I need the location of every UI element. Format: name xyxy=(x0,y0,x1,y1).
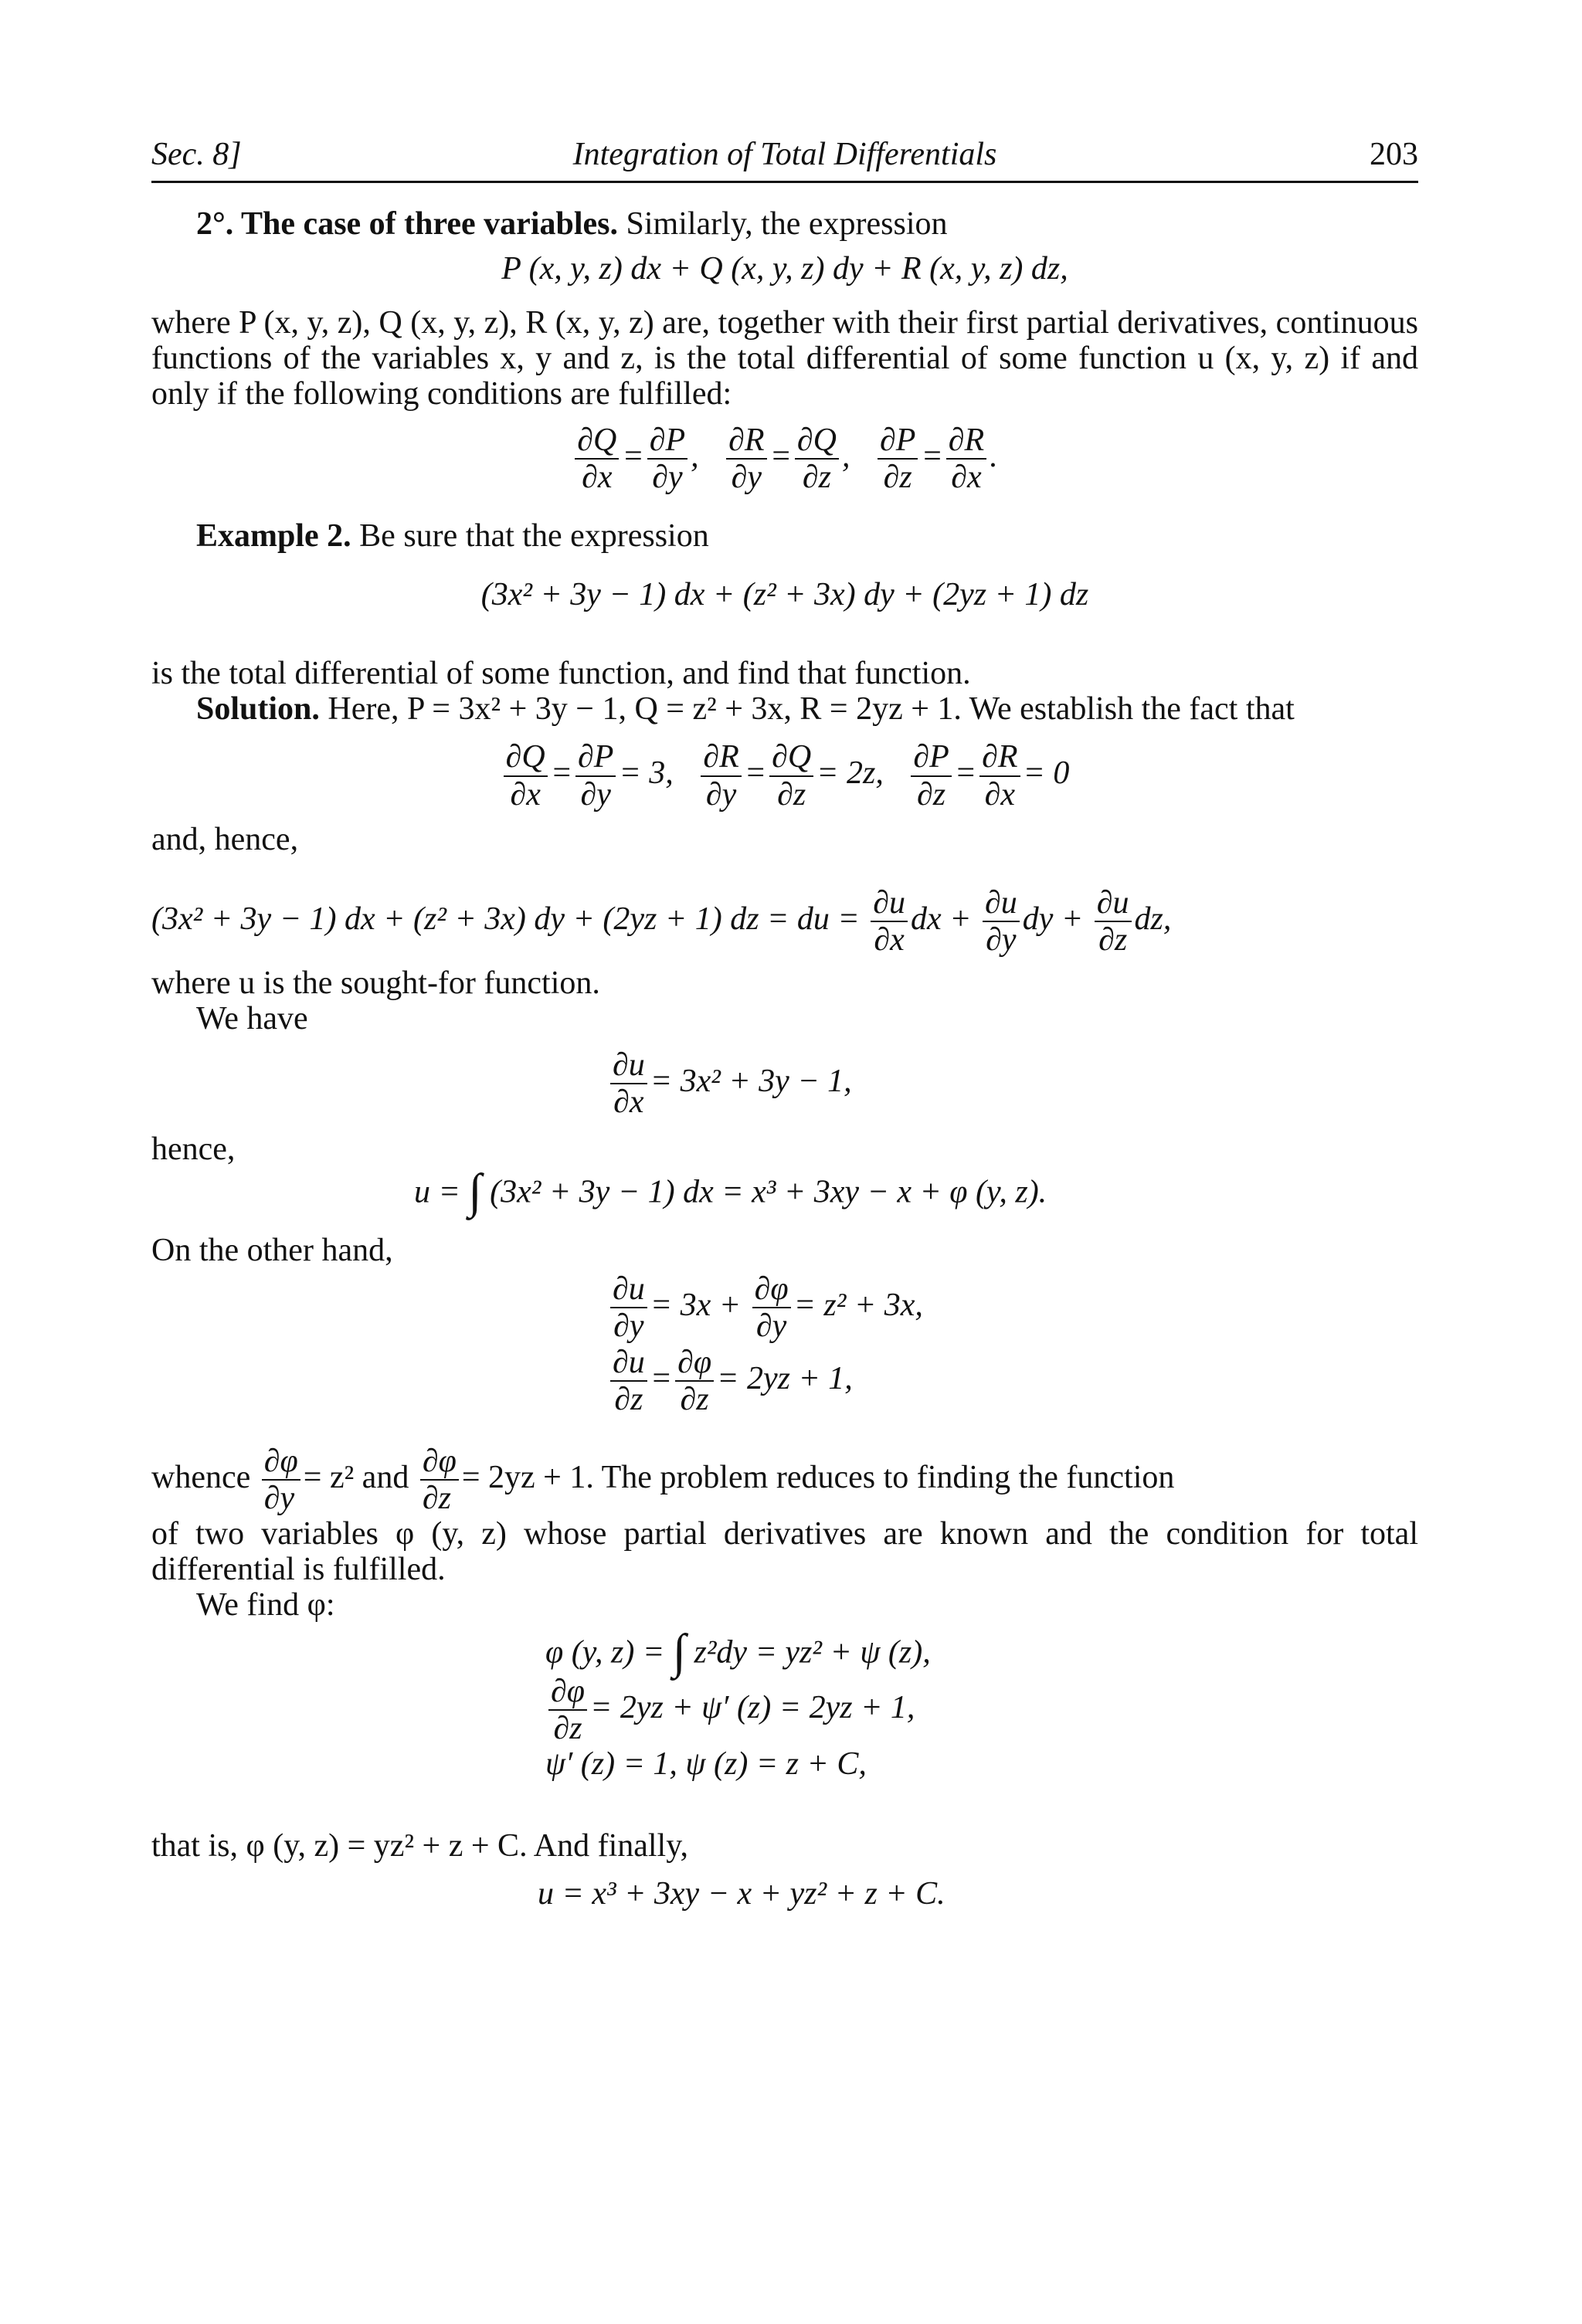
section-label: Sec. 8] xyxy=(151,137,242,172)
page-body xyxy=(151,206,1418,1912)
expression-pqr: P (x, y, z) dx + Q (x, y, z) dy + R (x, y, z) dz, xyxy=(501,251,1068,287)
we-have: We have xyxy=(196,1001,308,1037)
and-hence: and, hence, xyxy=(151,821,299,857)
page-number: 203 xyxy=(1370,137,1418,172)
example-paragraph: Example 2. Be sure that the expression xyxy=(196,518,709,555)
where-paragraph: where P (x, y, z), Q (x, y, z), R (x, y, z) are, together with their first partial derivatives, continuous functions of the variables x, y and z, is the total differential of some function u (x, y, z) if and only if the following conditions are fulfilled: xyxy=(151,305,1418,412)
solution-label: Solution. xyxy=(196,691,320,728)
final-answer: u = x³ + 3xy − x + yz² + z + C. xyxy=(538,1876,945,1912)
we-find: We find φ: xyxy=(196,1587,335,1623)
that-is-paragraph: that is, φ (y, z) = yz² + z + C. And finally, xyxy=(151,1828,688,1864)
whence-paragraph: whence $\frac{\partial\varphi}{\partial y}$ = z² and $\frac{\partial\varphi}{\partial z}$ = 2yz + 1. The problem reduces to finding the function xyxy=(151,1443,1175,1517)
du-dy-equation: $\frac{\partial u}{\partial y}$ = 3x + $\frac{\partial\varphi}{\partial y}$ = z² + 3x, xyxy=(607,1271,1418,1344)
two-variables-paragraph: of two variables φ (y, z) whose partial derivatives are known and the condition for total differential is fulfilled. xyxy=(151,1516,1418,1588)
example-label: Example 2. xyxy=(196,518,351,555)
solution-paragraph: Solution. Here, P = 3x² + 3y − 1, Q = z² + 3x, R = 2yz + 1. We establish the fact that xyxy=(196,691,1295,728)
total-differential-equation: (3x² + 3y − 1) dx + (z² + 3x) dy + (2yz + 1) dz = du = $\frac{\partial u}{\partial x}$ dx + $\frac{\partial u}{\partial y}$ dy + $\frac{\partial u}{\partial z}$ dz, xyxy=(151,884,1172,958)
conditions-equation: $\frac{\partial Q}{\partial x}$ = $\frac{\partial P}{\partial y}$ , $\frac{\partial R}{\partial y}$ = $\frac{\partial Q}{\partial z}$ , $\frac{\partial P}{\partial z}$ = $\frac{\partial R}{\partial x}$ . xyxy=(151,422,1418,495)
example-expression: (3x² + 3y − 1) dx + (z² + 3x) dy + (2yz + 1) dz xyxy=(480,577,1089,613)
partials-equation: $\frac{\partial Q}{\partial x}$ = $\frac{\partial P}{\partial y}$ = 3, $\frac{\partial R}{\partial y}$ = $\frac{\partial Q}{\partial z}$ = 2z, $\frac{\partial P}{\partial z}$ = $\frac{\partial R}{\partial x}$ = 0 xyxy=(151,739,1418,812)
du-dz-equation: $\frac{\partial u}{\partial z}$ = $\frac{\partial\varphi}{\partial z}$ = 2yz + 1, xyxy=(607,1345,1418,1417)
other-hand: On the other hand, xyxy=(151,1233,393,1269)
psi-equation: ψ′ (z) = 1, ψ (z) = z + C, xyxy=(545,1746,867,1783)
intro-paragraph: 2°. The case of three variables. Similarly, the expression xyxy=(196,206,948,242)
section-heading: 2°. The case of three variables. xyxy=(196,206,618,242)
header-title: Integration of Total Differentials xyxy=(572,137,997,172)
is-total-paragraph: is the total differential of some function, and find that function. xyxy=(151,656,971,692)
du-dx-equation: $\frac{\partial u}{\partial x}$ = 3x² + 3y − 1, xyxy=(607,1047,1418,1120)
where-u: where u is the sought-for function. xyxy=(151,965,600,1002)
u-integral: u = ∫ (3x² + 3y − 1) dx = x³ + 3xy − x + φ (y, z). xyxy=(414,1163,1047,1218)
integral-sign-icon: ∫ xyxy=(672,1624,686,1679)
phi-integral: φ (y, z) = ∫ z²dy = yz² + ψ (z), xyxy=(545,1624,931,1679)
hence: hence, xyxy=(151,1131,236,1167)
page xyxy=(151,131,1418,1912)
integral-sign-icon: ∫ xyxy=(468,1163,482,1218)
running-header xyxy=(151,131,1418,183)
phi-dz-equation: $\frac{\partial\varphi}{\partial z}$ = 2yz + ψ′ (z) = 2yz + 1, xyxy=(545,1674,1418,1746)
